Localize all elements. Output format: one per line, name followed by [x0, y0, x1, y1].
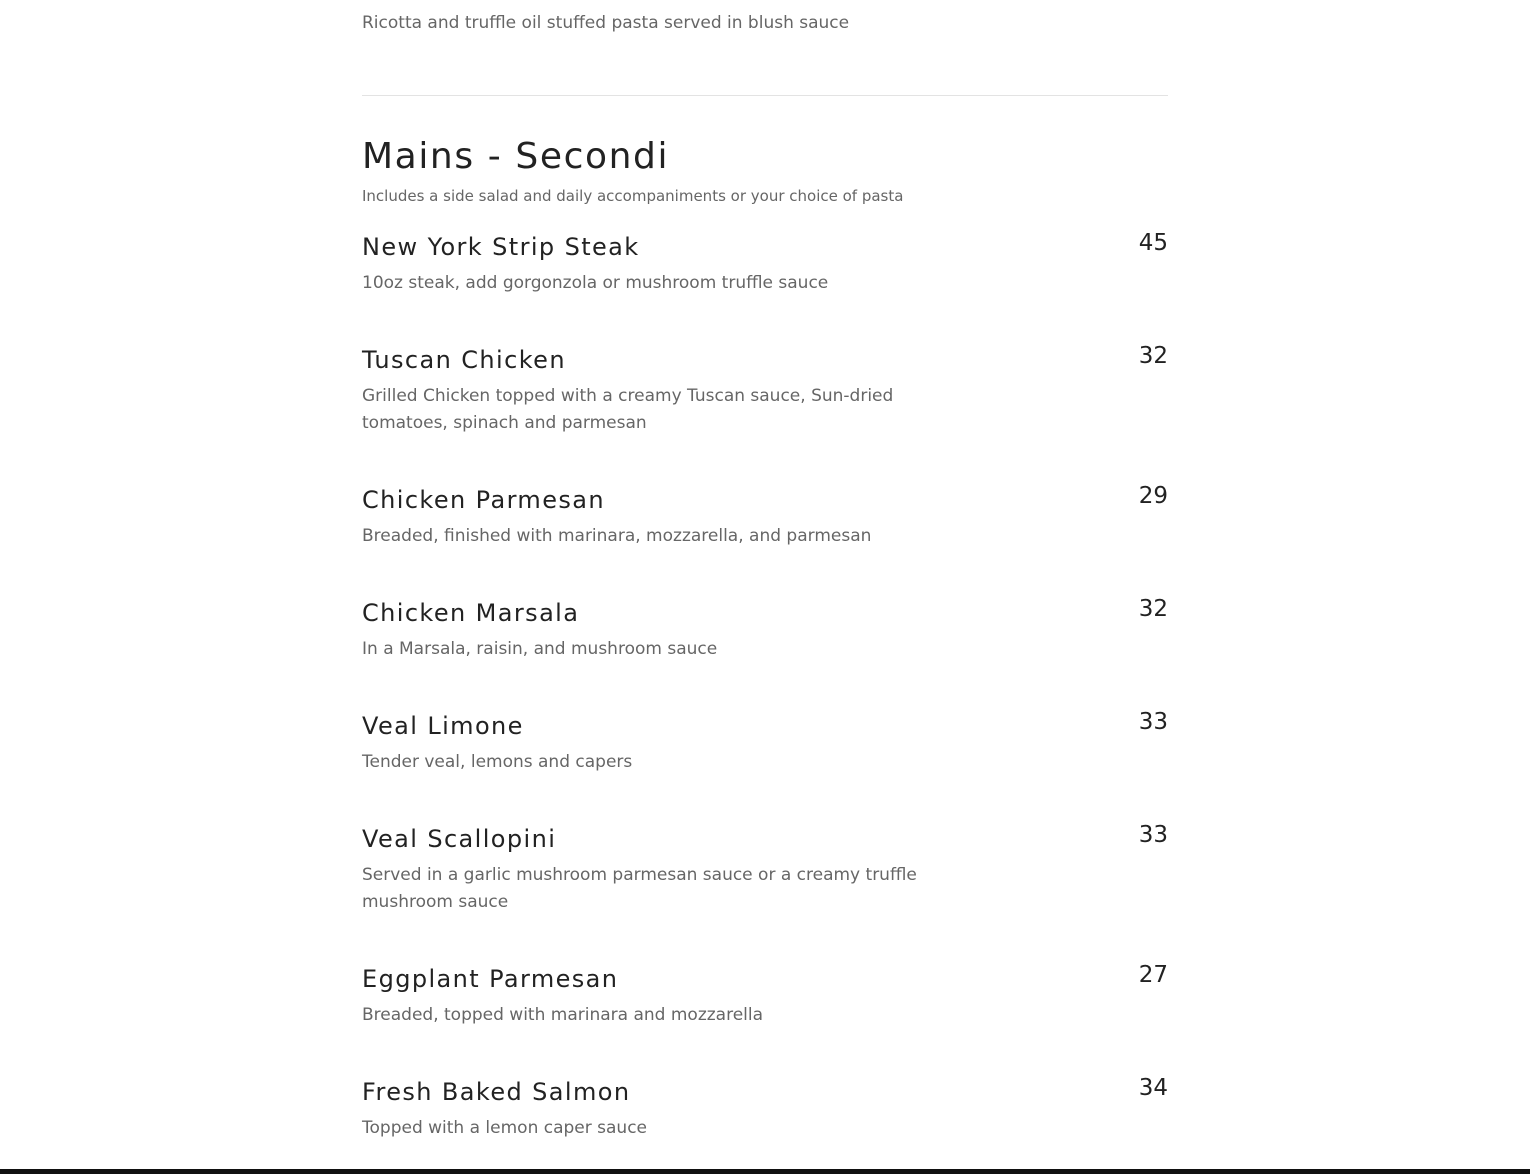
menu-item-price: 32 [1138, 596, 1168, 622]
section-title: Mains - Secondi [362, 136, 670, 177]
menu-item-price: 32 [1138, 343, 1168, 369]
menu-item-name: Tuscan Chicken [362, 346, 566, 374]
menu-item-description: In a Marsala, raisin, and mushroom sauce [362, 639, 718, 659]
menu-item-name: Chicken Parmesan [362, 486, 605, 514]
section-note: Includes a side salad and daily accompaniments or your choice of pasta [362, 187, 904, 205]
previous-item-description: Ricotta and truffle oil stuffed pasta served in blush sauce [362, 13, 850, 33]
menu-item-price: 27 [1138, 962, 1168, 988]
menu-item-price: 33 [1138, 709, 1168, 735]
menu-item-name: Veal Scallopini [362, 825, 557, 853]
menu-item-name: Veal Limone [362, 712, 524, 740]
section-divider [362, 95, 1168, 96]
menu-item-description: Grilled Chicken topped with a creamy Tuscan sauce, Sun-dried tomatoes, spinach and parmesan [362, 386, 894, 433]
menu-item-description: Breaded, topped with marinara and mozzarella [362, 1005, 764, 1025]
menu-item-price: 34 [1138, 1075, 1168, 1101]
menu-item-description: Breaded, finished with marinara, mozzarella, and parmesan [362, 526, 872, 546]
menu-item-name: Fresh Baked Salmon [362, 1078, 631, 1106]
menu-item-price: 29 [1138, 483, 1168, 509]
menu-item-description: 10oz steak, add gorgonzola or mushroom truffle sauce [362, 273, 829, 293]
menu-item-description: Topped with a lemon caper sauce [362, 1118, 648, 1138]
menu-item-description: Tender veal, lemons and capers [362, 752, 633, 772]
bottom-bar [0, 1169, 1530, 1174]
menu-item-price: 45 [1138, 230, 1168, 256]
menu-item-name: Eggplant Parmesan [362, 965, 619, 993]
menu-item-price: 33 [1138, 822, 1168, 848]
menu-item-name: Chicken Marsala [362, 599, 580, 627]
menu-item-name: New York Strip Steak [362, 233, 640, 261]
menu-item-description: Served in a garlic mushroom parmesan sauce or a creamy truffle mushroom sauce [362, 865, 917, 912]
